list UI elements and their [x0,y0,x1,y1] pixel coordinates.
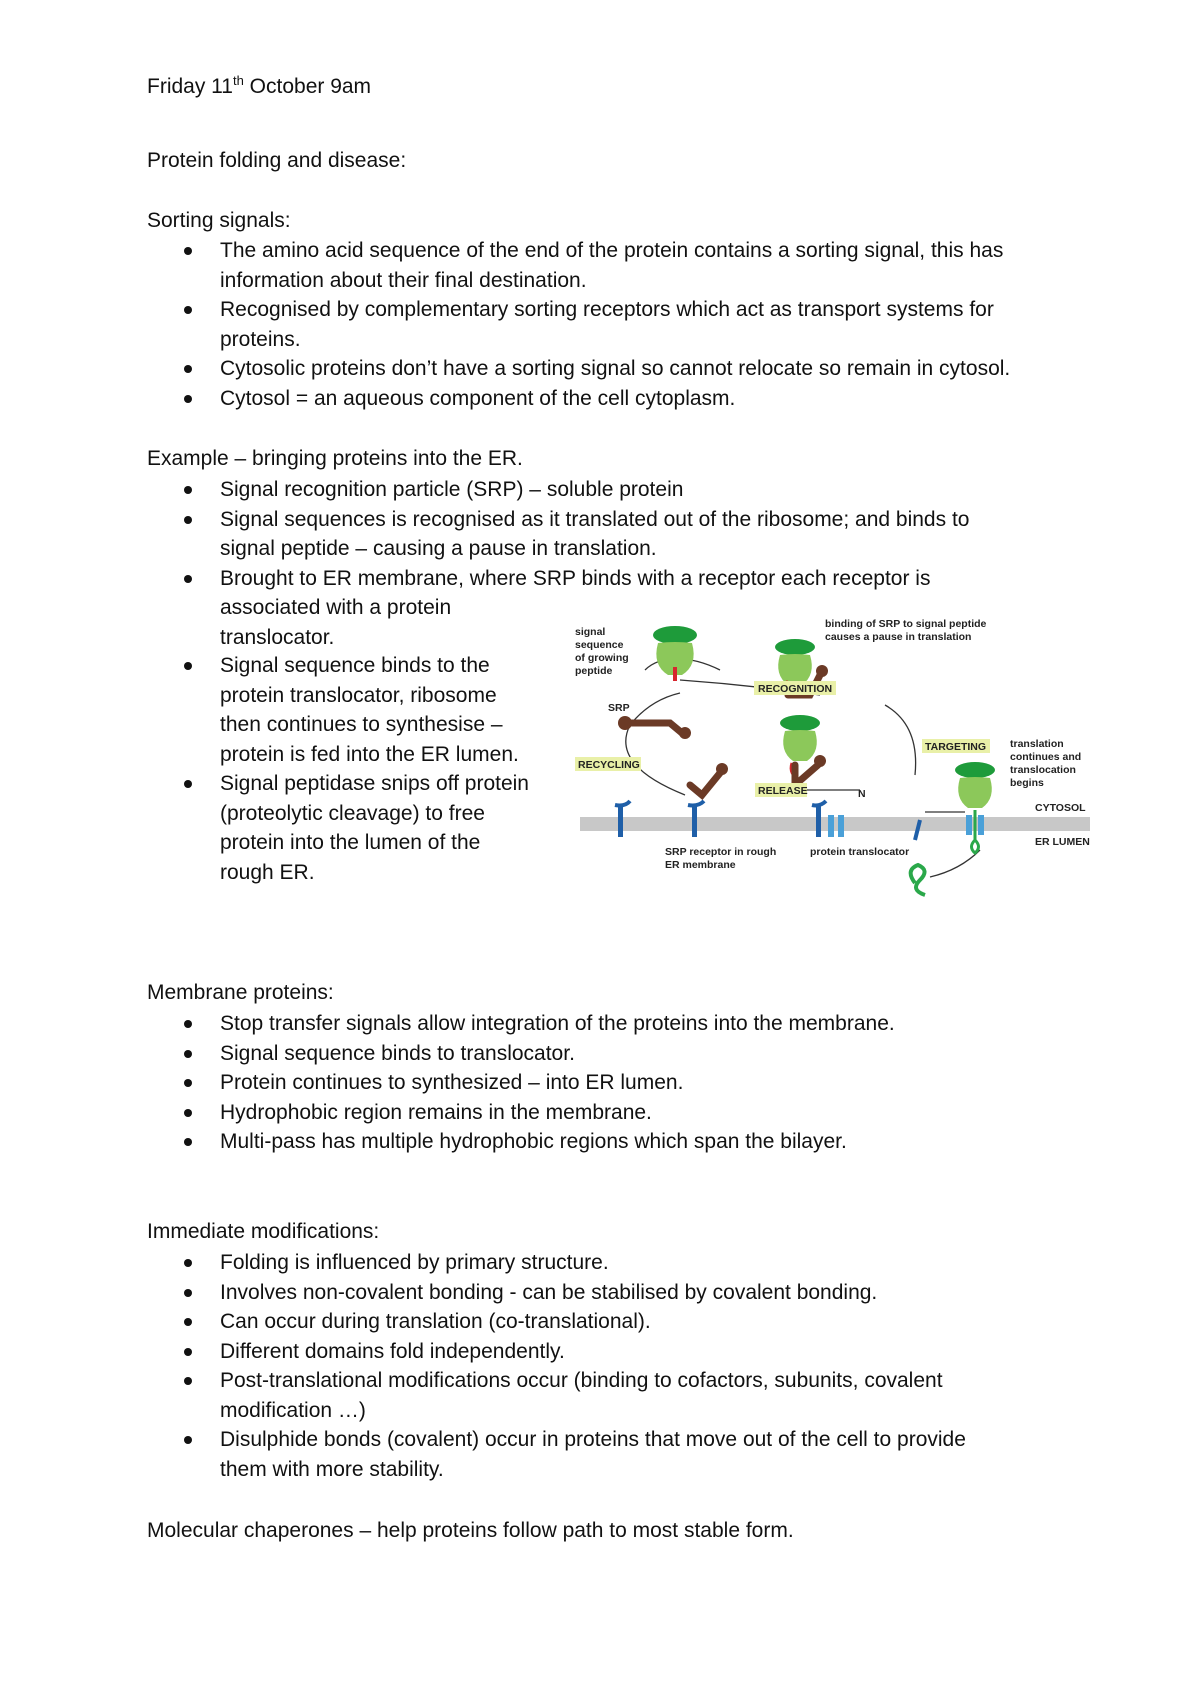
date-suffix: October 9am [243,75,372,98]
date-prefix: Friday 11 [147,75,233,98]
released-protein-icon [911,865,925,895]
sorting-list [0,236,1060,413]
list-item [0,384,1060,414]
bullet-line: Signal peptidase snips off protein [220,772,529,795]
signal-sequence-label: signal sequence of growing peptide [575,626,629,677]
modifications-heading: Immediate modifications: [147,1220,380,1243]
bullet-icon [184,516,192,524]
bullet-line: translocator. [220,625,335,649]
bullet-line: Signal sequence binds to translocator. [220,1041,575,1065]
bullet-icon [184,1259,192,1267]
bullet-icon [184,1020,192,1028]
list-item [0,1307,1060,1337]
bullet-icon [184,1138,192,1146]
recycling-tag: RECYCLING [578,759,640,771]
date-line [147,73,371,101]
bullet-icon [184,247,192,255]
bullet-line: Cytosol = an aqueous component of the cell cytoplasm. [220,386,736,410]
list-item [0,236,1060,295]
bullet-line: Recognised by complementary sorting receptors which act as transport systems for [220,298,994,321]
bullet-line: Signal sequence binds to the [220,654,490,677]
bullet-line: Cytosolic proteins don’t have a sorting signal so cannot relocate so remain in cytosol. [220,357,1011,380]
ribosome-top-icon [653,626,697,681]
list-item [0,1248,1060,1278]
srp-receptor-label: SRP receptor in rough ER membrane [665,846,777,871]
ribosome-targeting-icon [780,715,826,785]
bullet-line: then continues to synthesise – [220,713,503,736]
translation-label: translation continues and translocation begins [1010,738,1082,789]
list-item [0,651,560,769]
list-item [0,1337,1060,1367]
list-item [0,1425,1060,1484]
bullet-line: Signal recognition particle (SRP) – soluble protein [220,478,684,501]
bullet-line: information about their final destination. [220,268,587,292]
arrow-targeting [885,705,916,775]
bullet-line: Involves non-covalent bonding - can be stabilised by covalent bonding. [220,1280,878,1304]
bullet-line: proteins. [220,327,301,351]
bullet-line: Stop transfer signals allow integration of the proteins into the membrane. [220,1012,895,1035]
example-heading: Example – bringing proteins into the ER. [147,447,523,470]
bullet-icon [184,1079,192,1087]
bullet-line: Folding is influenced by primary structure. [220,1251,609,1274]
bullet-line: modification …) [220,1398,366,1422]
bullet-icon [184,1377,192,1385]
bullet-icon [184,365,192,373]
list-item [0,354,1060,384]
translocator-label: protein translocator [810,846,910,858]
n-terminus-label: N [858,788,866,800]
chaperones-line: Molecular chaperones – help proteins follow path to most stable form. [147,1519,794,1542]
bullet-icon [184,662,192,670]
bullet-line: signal peptide – causing a pause in translation. [220,537,657,560]
arrow-release-protein [930,850,980,877]
list-item [0,1039,1060,1069]
bullet-line: The amino acid sequence of the end of the protein contains a sorting signal, this has [220,239,1004,262]
er-lumen-label: ER LUMEN [1035,836,1090,848]
bullet-line: protein into the lumen of the [220,831,481,854]
list-item [0,1009,1060,1039]
bullet-icon [184,1289,192,1297]
bullet-line: Post-translational modifications occur (binding to cofactors, subunits, covalent [220,1369,943,1392]
cytosol-label: CYTOSOL [1035,802,1086,814]
bullet-line: (proteolytic cleavage) to free [220,801,485,825]
bullet-line: Hydrophobic region remains in the membrane. [220,1100,652,1124]
list-item [0,1127,1060,1157]
er-membrane [580,817,1090,831]
bullet-icon [184,1109,192,1117]
membrane-heading: Membrane proteins: [147,981,334,1004]
bullet-line: protein is fed into the ER lumen. [220,742,519,766]
list-item [0,295,1060,354]
targeting-tag: TARGETING [925,741,987,753]
srp-receptor-targeting-icon [812,801,844,837]
bullet-line: Can occur during translation (co-translational). [220,1310,651,1333]
binding-label: binding of SRP to signal peptide causes a pause in translation [825,618,987,643]
srp-cycle-diagram [570,615,1110,915]
date-superscript: th [232,73,244,88]
bullet-line: Signal sequences is recognised as it translated out of the ribosome; and binds to [220,507,970,531]
bullet-icon [184,1050,192,1058]
bullet-icon [184,395,192,403]
modifications-list [0,1248,1060,1484]
recognition-tag: RECOGNITION [758,683,833,695]
list-item [0,769,560,887]
srp-free-icon [618,716,691,739]
bullet-icon [184,1348,192,1356]
release-tag: RELEASE [758,785,808,797]
list-item [0,1068,1060,1098]
bullet-icon [184,575,192,583]
bullet-line: protein translocator, ribosome [220,683,497,707]
membrane-list [0,1009,1060,1157]
bullet-icon [184,1436,192,1444]
arrow-recycling [626,693,685,795]
page-title: Protein folding and disease: [147,149,407,172]
bullet-icon [184,306,192,314]
ribosome-translocating-icon [955,762,995,853]
sorting-heading: Sorting signals: [147,209,291,232]
bullet-line: associated with a protein [220,596,452,619]
bullet-icon [184,1318,192,1326]
example-list-narrow [0,651,560,887]
bullet-line: them with more stability. [220,1457,444,1481]
list-item [0,505,1060,564]
list-item [0,475,1060,505]
srp-label: SRP [608,702,630,714]
list-item [0,1366,1060,1425]
list-item [0,1278,1060,1308]
bullet-icon [184,486,192,494]
bullet-line: rough ER. [220,860,315,884]
bullet-icon [184,780,192,788]
list-item [0,1098,1060,1128]
bullet-line: Protein continues to synthesized – into ER lumen. [220,1071,684,1094]
bullet-line: Brought to ER membrane, where SRP binds with a receptor each receptor is [220,566,931,590]
bullet-line: Disulphide bonds (covalent) occur in proteins that move out of the cell to provide [220,1428,966,1451]
bullet-line: Different domains fold independently. [220,1339,565,1363]
bullet-line: Multi-pass has multiple hydrophobic regions which span the bilayer. [220,1130,847,1153]
